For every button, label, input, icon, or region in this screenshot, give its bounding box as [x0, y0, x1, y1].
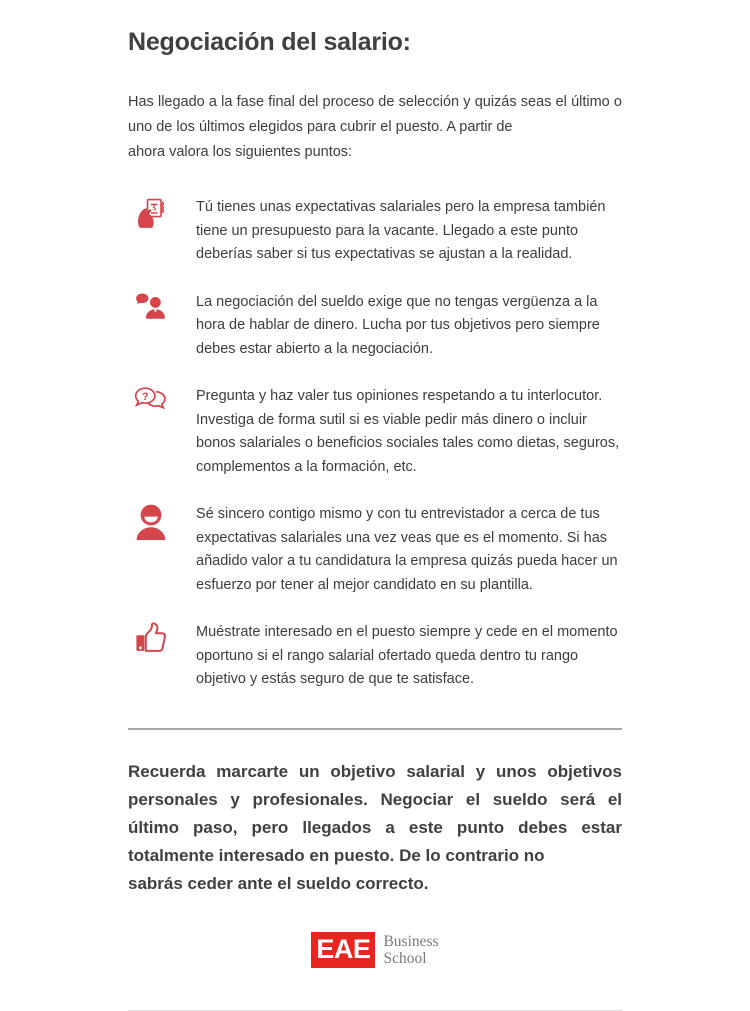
hand-holding-money-icon	[128, 195, 174, 237]
person-speech-bubble-icon	[128, 290, 174, 332]
conclusion-paragraph	[128, 730, 622, 898]
list-item-text: Pregunta y haz valer tus opiniones respetando a tu interlocutor. Investiga de forma sutil si es viable pedir más dinero o incluir bonos salariales o beneficios sociales tales como dietas, seguros, complementos a la formación, etc.	[196, 388, 620, 475]
list-item-text: La negociación del sueldo exige que no tengas vergüenza a la hora de hablar de dinero. Lucha por tus objetivos pero siempre debes estar abierto a la negociación.	[196, 293, 600, 357]
section-divider-bottom	[128, 1010, 622, 1011]
conclusion-text-last-line: sabrás ceder ante el sueldo correcto.	[128, 873, 429, 893]
brand-logo	[128, 898, 622, 968]
eae-logo-words	[383, 933, 438, 967]
eae-logo-mark: EAE	[311, 932, 375, 968]
list-item	[128, 620, 622, 692]
eae-logo-line-1: Business	[383, 932, 439, 950]
intro-text-justified: Has llegado a la fase final del proceso de selección y quizás seas el último o uno de los últimos elegidos para cubrir el puesto. A partir de	[128, 94, 622, 135]
page-title: Negociación del salario:	[128, 28, 411, 56]
list-item	[128, 290, 622, 362]
list-item-text: Muéstrate interesado en el puesto siempre y cede en el momento oportuno si el rango salarial ofertado queda dentro tu rango objetivo y estás seguro de que te satisface.	[196, 624, 618, 687]
list-item	[128, 502, 622, 597]
eae-logo-line-2: School	[383, 949, 427, 967]
thumbs-up-icon	[128, 620, 174, 662]
article-content	[128, 0, 622, 1011]
tips-list	[128, 165, 622, 692]
question-speech-bubbles-icon	[128, 384, 174, 426]
conclusion-text-justified: Recuerda marcarte un objetivo salarial y unos objetivos personales y profesionales. Negociar el sueldo será el último paso, pero llegados a este punto debes estar totalmente interesado en puesto. De lo contrario no	[128, 761, 622, 865]
person-smiling-icon	[128, 502, 174, 544]
intro-paragraph	[128, 58, 622, 165]
list-item-text: Tú tienes unas expectativas salariales pero la empresa también tiene un presupuesto para la vacante. Llegado a este punto deberías saber si tus expectativas se ajustan a la realidad.	[196, 199, 606, 262]
svg-text:?: ?	[141, 391, 149, 404]
svg-text:$: $	[152, 203, 157, 213]
list-item-text: Sé sincero contigo mismo y con tu entrevistador a cerca de tus expectativas salariales una vez veas que es el momento. Si has añadido valor a tu candidatura la empresa quizás pueda hacer un esfuerzo por tener al mejor candidato en su plantilla.	[196, 506, 618, 593]
intro-text-last-line: ahora valora los siguientes puntos:	[128, 144, 353, 160]
eae-business-school-logo	[311, 932, 438, 968]
list-item	[128, 195, 622, 267]
list-item	[128, 384, 622, 479]
